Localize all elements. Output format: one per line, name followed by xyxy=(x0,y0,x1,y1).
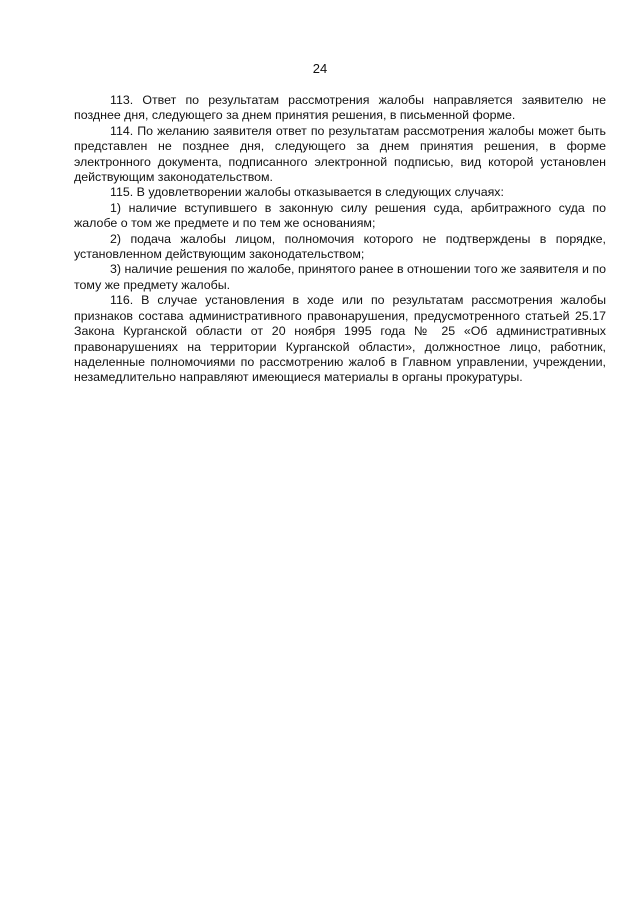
paragraph-115: 115. В удовлетворении жалобы отказывается в следующих случаях: xyxy=(110,185,504,200)
page-number: 24 xyxy=(312,61,328,76)
paragraph-115-item-1: 1) наличие вступившего в законную силу решения суда, арбитражного суда по жалобе о том же предмете и по тем же основаниям; xyxy=(74,200,606,231)
paragraph-116: 116. В случае установления в ходе или по результатам рассмотрения жалобы признаков состава административного правонарушения, предусмотренного статьей 25.17 Закона Курганской области от 20 ноября 1995 года № 25 «Об административных правонарушениях на территории Курганской области», должностное лицо, работник, наделенные полномочиями по рассмотрению жалоб в Главном управлении, учреждении, незамедлительно направляют имеющиеся материалы в органы прокуратуры. xyxy=(74,293,606,385)
paragraph-115-item-3: 3) наличие решения по жалобе, принятого ранее в отношении того же заявителя и по тому же предмету жалобы. xyxy=(74,262,606,292)
paragraph-113: 113. Ответ по результатам рассмотрения жалобы направляется заявителю не позднее дня, следующего за днем принятия решения, в письменной форме. xyxy=(74,93,606,123)
document-body xyxy=(74,93,606,386)
paragraph-114: 114. По желанию заявителя ответ по результатам рассмотрения жалобы может быть представлен не позднее дня, следующего за днем принятия решения, в форме электронного документа, подписанного электронной подписью, вид которой установлен действующим законодательством. xyxy=(74,123,606,185)
paragraph-115-item-2: 2) подача жалобы лицом, полномочия которого не подтверждены в порядке, установленном действующим законодательством; xyxy=(74,231,606,262)
